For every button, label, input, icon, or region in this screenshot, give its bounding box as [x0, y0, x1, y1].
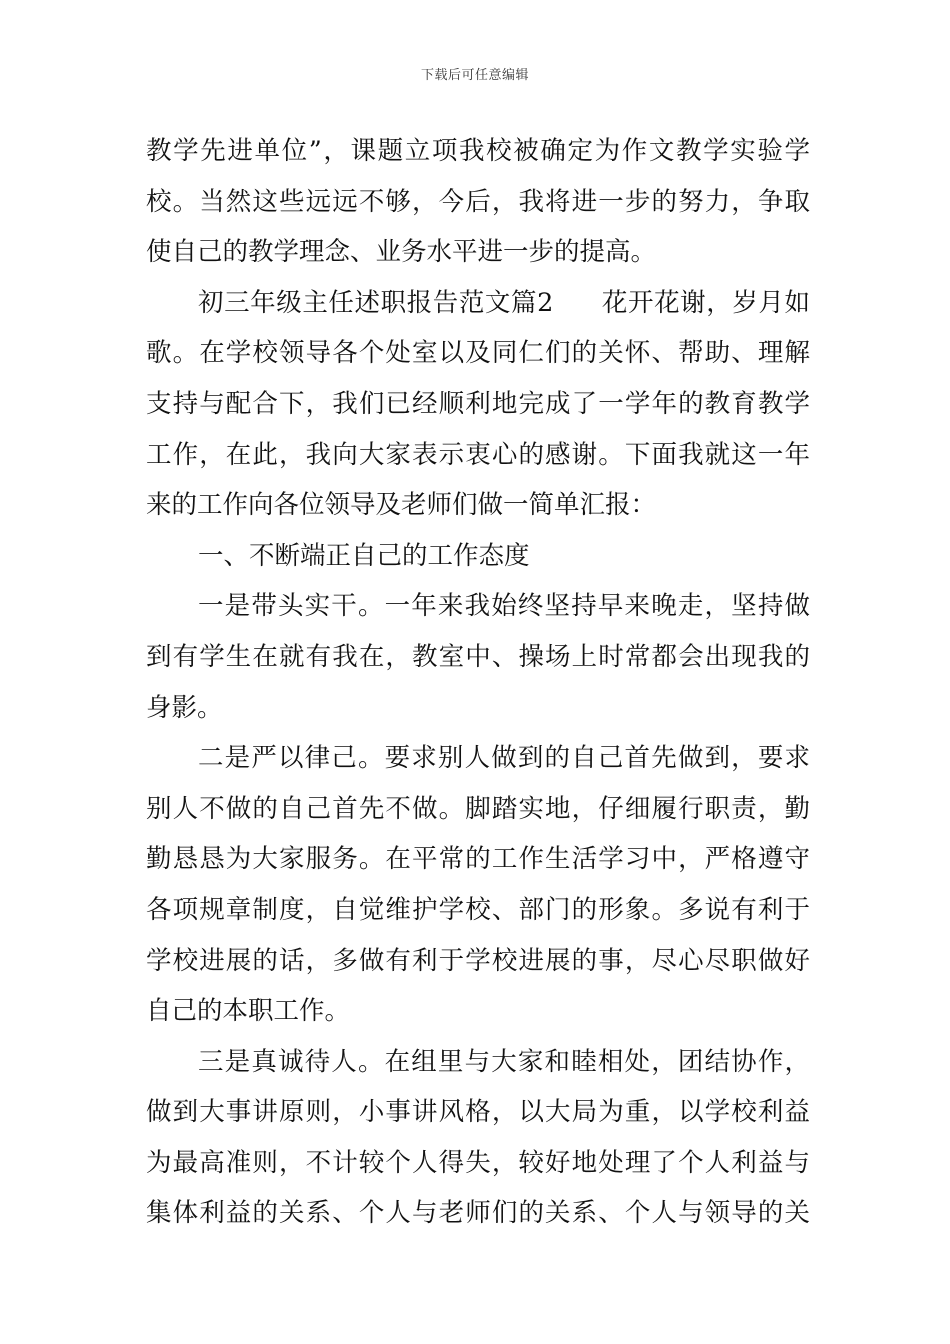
text-line: 学校进展的话，多做有利于学校进展的事，尽心尽职做好: [146, 945, 810, 976]
paragraph: [146, 1037, 810, 1239]
text-line: 做到大事讲原则，小事讲风格，以大局为重，以学校利益: [146, 1097, 810, 1128]
paragraph: [146, 126, 810, 278]
text-line: 校。当然这些远远不够，今后，我将进一步的努力，争取: [146, 186, 810, 217]
paragraph: [146, 531, 810, 582]
text-line: [146, 278, 810, 329]
text-line: 一、不断端正自己的工作态度: [198, 540, 530, 571]
text-line: 歌。在学校领导各个处室以及同仁们的关怀、帮助、理解: [146, 338, 810, 369]
text-line: 三是真诚待人。在组里与大家和睦相处，团结协作，: [198, 1046, 810, 1077]
text-line: 勤恳恳为大家服务。在平常的工作生活学习中，严格遵守: [146, 844, 810, 875]
text-line: 工作，在此，我向大家表示衷心的感谢。下面我就这一年: [146, 439, 810, 470]
text-line: 到有学生在就有我在，教室中、操场上时常都会出现我的: [146, 641, 810, 672]
paragraph: [146, 278, 810, 531]
text-line: 支持与配合下，我们已经顺利地完成了一学年的教育教学: [146, 388, 810, 419]
paragraph: [146, 733, 810, 1037]
document-body: [146, 126, 810, 1239]
text-line: 集体利益的关系、个人与老师们的关系、个人与领导的关: [146, 1198, 810, 1229]
text-line: 一是带头实干。一年来我始终坚持早来晚走，坚持做: [198, 591, 810, 622]
section-heading: 初三年级主任述职报告范文篇2: [198, 287, 554, 318]
paragraph: [146, 581, 810, 733]
text-line: 自己的本职工作。: [146, 996, 351, 1027]
text-line: 身影。: [146, 692, 223, 723]
text-line: 为最高准则，不计较个人得失，较好地处理了个人利益与: [146, 1147, 810, 1178]
text-line: 教学先进单位”，课题立项我校被确定为作文教学实验学: [146, 136, 810, 166]
text-line: 来的工作向各位领导及老师们做一简单汇报：: [146, 490, 657, 521]
text-line: 别人不做的自己首先不做。脚踏实地，仔细履行职责，勤: [146, 793, 810, 824]
text-line: 使自己的教学理念、业务水平进一步的提高。: [146, 237, 657, 268]
text-line: 二是严以律己。要求别人做到的自己首先做到，要求: [198, 743, 810, 774]
text-line: 各项规章制度，自觉维护学校、部门的形象。多说有利于: [146, 894, 810, 925]
text-fragment: 花开花谢，岁月如: [601, 287, 810, 318]
header-note: 下载后可任意编辑: [420, 68, 529, 83]
